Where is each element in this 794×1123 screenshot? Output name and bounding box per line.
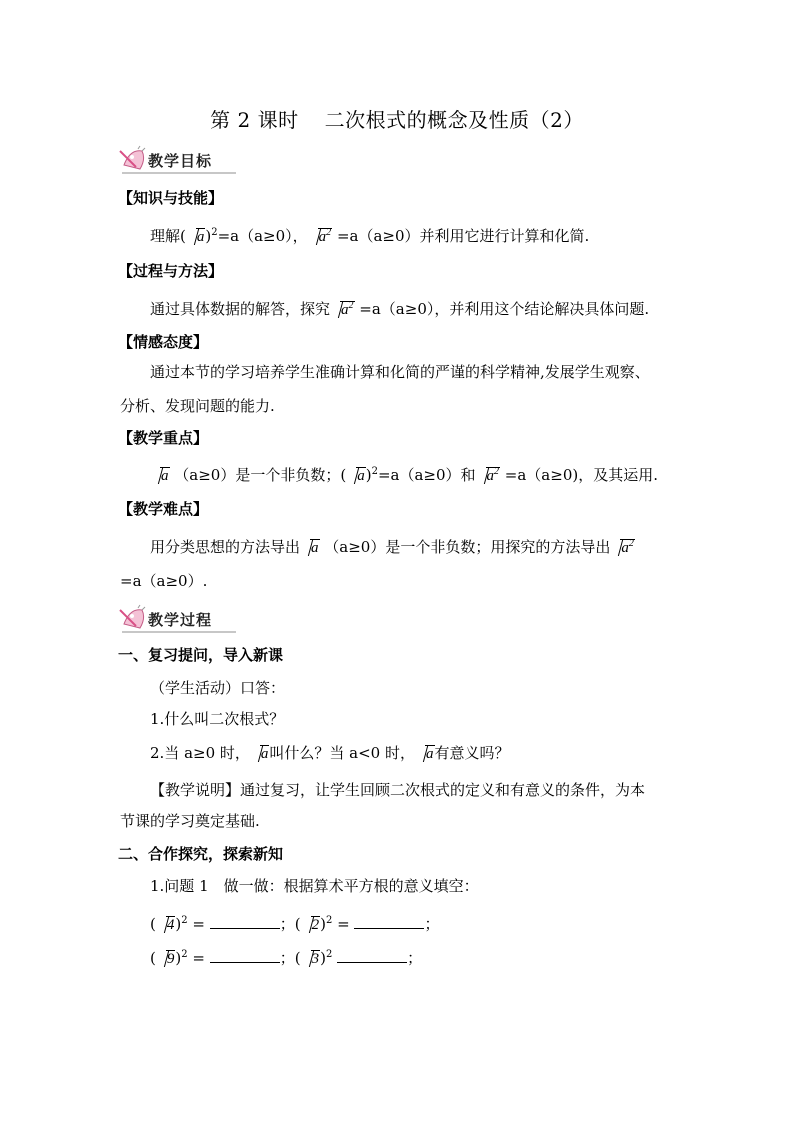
page-title [0, 104, 794, 133]
section1-activity: （学生活动）口答： [150, 679, 286, 697]
difficulty-line2: =a（a≥0）. [120, 572, 208, 590]
answer-blank[interactable] [210, 948, 280, 963]
fill-row-2: ( 9)$^2$ = ；( 3)$^2$ ； [150, 949, 423, 967]
section2-problem: 1.问题 1 做一做：根据算术平方根的意义填空： [150, 877, 479, 895]
section1-question2: 2.当 a≥0 时， a叫什么？当 a<0 时， a有意义吗？ [150, 744, 510, 762]
section1-note-line1: 【教学说明】通过复习，让学生回顾二次根式的定义和有意义的条件，为本 [150, 781, 646, 799]
section2-heading: 二、合作探究，探索新知 [118, 845, 284, 863]
section1-question1: 1.什么叫二次根式？ [150, 710, 285, 728]
emotion-line2: 分析、发现问题的能力. [120, 397, 275, 415]
answer-blank[interactable] [337, 948, 407, 963]
emotion-line1: 通过本节的学习培养学生准确计算和化简的严谨的科学精神,发展学生观察、 [150, 363, 650, 381]
heading-knowledge: 【知识与技能】 [118, 189, 224, 207]
fill-row-1: ( 4)$^2$ = ；( 2)$^2$ = ； [150, 915, 440, 933]
key-points-text: a （a≥0）是一个非负数；( a)$^2$=a（a≥0）和 $a^2 =a(a\ge 0)$，及其运用. [150, 464, 658, 485]
heading-emotion: 【情感态度】 [118, 333, 209, 351]
knowledge-text: 理解( a)$^2$=a（a≥0）， $a^2 =a(a\ge 0)$并利用它进行计算和化简. [150, 227, 590, 245]
process-method-text: 通过具体数据的解答，探究 $a^2 =a(a\ge 0)$，并利用这个结论解决具体问题. [150, 300, 650, 318]
title-lesson: 第 2 课时 [210, 108, 299, 132]
section1-heading: 一、复习提问，导入新课 [118, 646, 284, 664]
badge-label: 教学过程 [148, 611, 213, 629]
difficulty-line1: 用分类思想的方法导出 a （a≥0）是一个非负数；用探究的方法导出 $a^2$ [150, 538, 634, 556]
heading-key-points: 【教学重点】 [118, 429, 209, 447]
section1-note-line2: 节课的学习奠定基础. [120, 812, 260, 830]
badge-teaching-goals [118, 145, 240, 175]
title-topic: 二次根式的概念及性质（2） [324, 108, 584, 132]
answer-blank[interactable] [354, 914, 424, 929]
heading-difficulty: 【教学难点】 [118, 500, 209, 518]
badge-label: 教学目标 [148, 152, 213, 170]
heading-process-method: 【过程与方法】 [118, 262, 224, 280]
badge-teaching-process [118, 604, 240, 634]
answer-blank[interactable] [210, 914, 280, 929]
